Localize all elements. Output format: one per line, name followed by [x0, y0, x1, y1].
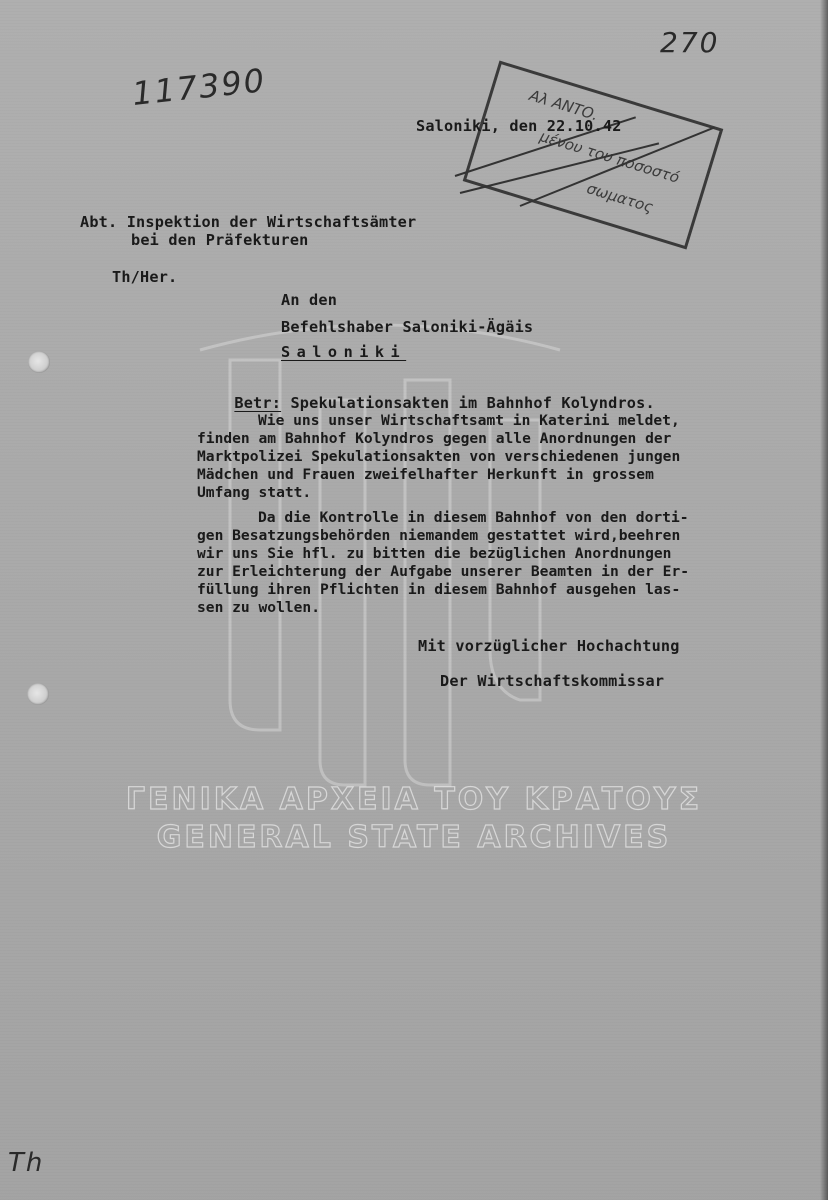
paragraph-2-line: Da die Kontrolle in diesem Bahnhof von den dorti-	[258, 509, 689, 526]
handwritten-archive-number: 117390	[130, 61, 268, 113]
paragraph-2-line: wir uns Sie hfl. zu bitten die bezüglichen Anordnungen	[197, 545, 672, 562]
page-edge-shadow	[820, 0, 828, 1200]
recipient-line-2: Befehlshaber Saloniki-Ägäis	[281, 318, 534, 336]
paragraph-1-line: Mädchen und Frauen zweifelhafter Herkunft in grossem	[197, 466, 654, 483]
paragraph-2-line: füllung ihren Pflichten in diesem Bahnhof ausgehen las-	[197, 581, 681, 598]
watermark-greek: ΓΕΝΙΚΑ ΑΡΧΕΙΑ ΤΟΥ ΚΡΑΤΟΥΣ	[125, 782, 703, 817]
place-date: Saloniki, den 22.10.42	[416, 117, 622, 135]
paragraph-1-line: finden am Bahnhof Kolyndros gegen alle Anordnungen der	[197, 430, 672, 447]
handwritten-initials: Th	[8, 1148, 45, 1178]
paragraph-1-line: Wie uns unser Wirtschaftsamt in Katerini meldet,	[258, 412, 680, 429]
closing-formula: Mit vorzüglicher Hochachtung	[418, 637, 680, 655]
punch-hole-bottom	[27, 683, 49, 705]
registry-stamp	[463, 61, 724, 250]
subject-text: Spekulationsakten im Bahnhof Kolyndros.	[290, 394, 655, 412]
signature-title: Der Wirtschaftskommissar	[440, 672, 665, 690]
paragraph-1-line: Marktpolizei Spekulationsakten von verschiedenen jungen	[197, 448, 681, 465]
paragraph-2-line: sen zu wollen.	[197, 599, 321, 616]
recipient-city: Saloniki	[281, 343, 407, 361]
paragraph-2-line: zur Erleichterung der Aufgabe unserer Beamten in der Er-	[197, 563, 690, 580]
sender-line-2: bei den Präfekturen	[131, 231, 309, 249]
stamp-line-2: μένου του ποσοστό	[537, 127, 682, 187]
subject-label: Betr:	[234, 394, 282, 412]
sender-line-1: Abt. Inspektion der Wirtschaftsämter	[80, 213, 417, 231]
stamp-line-1: Αλ ΑΝΤΟ.	[527, 86, 601, 125]
watermark-english: GENERAL STATE ARCHIVES	[156, 820, 672, 855]
stamp-line-3: σωματος	[584, 179, 656, 217]
reference-code: Th/Her.	[112, 268, 178, 286]
paragraph-2-line: gen Besatzungsbehörden niemandem gestattet wird,beehren	[197, 527, 681, 544]
paragraph-1-line: Umfang statt.	[197, 484, 312, 501]
recipient-line-1: An den	[281, 291, 338, 309]
handwritten-page-number: 270	[660, 26, 720, 59]
punch-hole-top	[28, 351, 50, 373]
